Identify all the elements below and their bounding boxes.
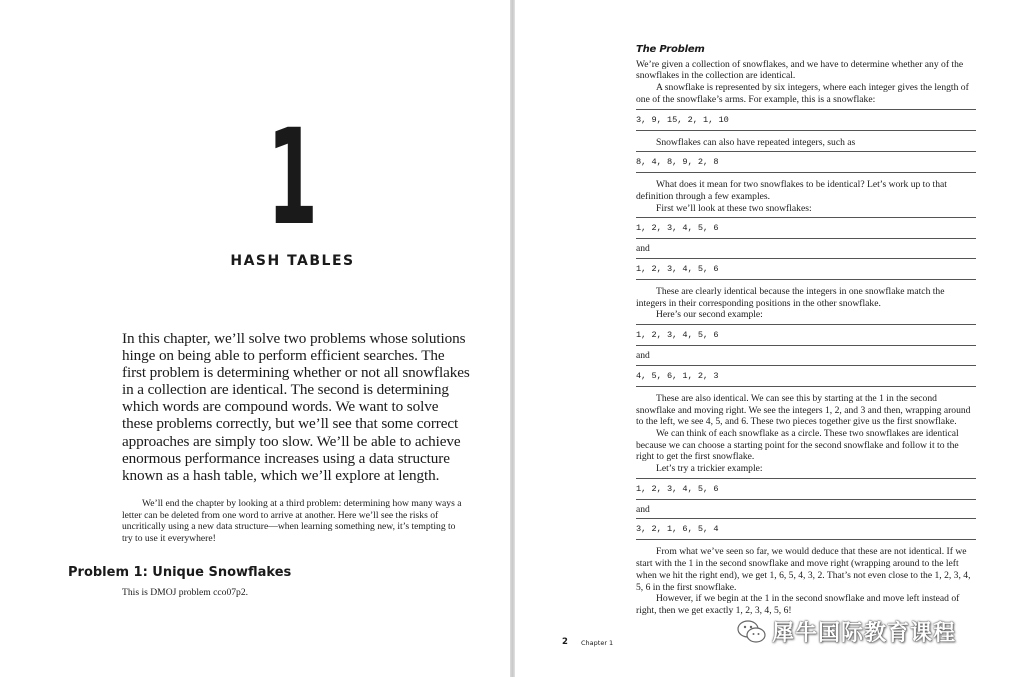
- code-block: 3, 2, 1, 6, 5, 4: [636, 518, 976, 540]
- paragraph: We’re given a collection of snowflakes, and we have to determine whether any of the snowflakes in the collection are identical.: [636, 58, 964, 82]
- paragraph: These are clearly identical because the integers in one snowflake match the integers in their corresponding positions in the other snowflake.: [636, 286, 945, 309]
- subsection-heading: The Problem: [636, 44, 705, 55]
- watermark-text: 犀牛国际教育课程: [772, 621, 957, 646]
- paragraph: What does it mean for two snowflakes to be identical? Let’s work up to that definition through a few examples.: [636, 179, 947, 202]
- paragraph: These are also identical. We can see this by starting at the 1 in the second snowflake and moving right. We see the integers 1, 2, and 3 and then, wrapping around to the left, we see 4, 5, and 6. These two pieces together give us the first snowflake.: [636, 392, 971, 428]
- chapter-intro-note: We’ll end the chapter by looking at a third problem: determining how many ways a letter can be deleted from one word to arrive at another. Here we’ll see the risks of uncritically using a new data structure—when learning something new, it’s tempting to try to use it everywhere!: [122, 498, 462, 544]
- wechat-icon: [736, 618, 768, 646]
- section-heading: Problem 1: Unique Snowflakes: [68, 565, 292, 580]
- paragraph: Snowflakes can also have repeated integers, such as: [656, 136, 856, 148]
- paragraph: Let’s try a trickier example:: [656, 463, 763, 475]
- code-block: 8, 4, 8, 9, 2, 8: [636, 151, 976, 173]
- paragraph: From what we’ve seen so far, we would deduce that these are not identical. If we start with the 1 in the second snowflake and move right (wrapping around to the left when we hit the right end), we get 1, 6, 5, 4, 3, 2. That’s not even close to the 1, 2, 3, 4, 5, 6 in the first snowflake.: [636, 546, 971, 593]
- connector-text: and: [636, 243, 650, 255]
- paragraph: First we’ll look at these two snowflakes:: [656, 202, 812, 214]
- section-source-note: This is DMOJ problem cco07p2.: [122, 587, 249, 598]
- code-block: 1, 2, 3, 4, 5, 6: [636, 258, 976, 280]
- connector-text: and: [636, 503, 650, 515]
- paragraph: We can think of each snowflake as a circle. These two snowflakes are identical because we can choose a starting point for the second snowflake and follow it to the right to get the first snowflake.: [636, 427, 959, 463]
- connector-text: and: [636, 350, 650, 362]
- chapter-number: 1: [267, 101, 318, 255]
- chapter-title: HASH TABLES: [230, 253, 355, 269]
- code-block: 1, 2, 3, 4, 5, 6: [636, 217, 976, 239]
- paragraph: A snowflake is represented by six integers, where each integer gives the length of one of the snowflake’s arms. For example, this is a snowflake:: [636, 82, 969, 105]
- code-block: 1, 2, 3, 4, 5, 6: [636, 478, 976, 500]
- watermark: [736, 616, 956, 647]
- right-page-content: [636, 44, 976, 617]
- running-footer: Chapter 1: [581, 639, 614, 647]
- code-block: 4, 5, 6, 1, 2, 3: [636, 365, 976, 387]
- code-block: 3, 9, 15, 2, 1, 10: [636, 109, 976, 131]
- paragraph: Here’s our second example:: [656, 309, 763, 321]
- page-number: 2: [562, 637, 568, 647]
- code-block: 1, 2, 3, 4, 5, 6: [636, 324, 976, 346]
- chapter-intro: In this chapter, we’ll solve two problems whose solutions hinge on being able to perform efficient searches. The first problem is determining whether or not all snowflakes in a collection are identical. The second is determining which words are compound words. We want to solve these problems correctly, but we’ll see that some correct approaches are simply too slow. We’ll be able to achieve enormous performance increases using a data structure known as a hash table, which we’ll explore at length.: [122, 330, 470, 484]
- paragraph: However, if we begin at the 1 in the second snowflake and move left instead of right, then we get exactly 1, 2, 3, 4, 5, 6!: [636, 593, 960, 616]
